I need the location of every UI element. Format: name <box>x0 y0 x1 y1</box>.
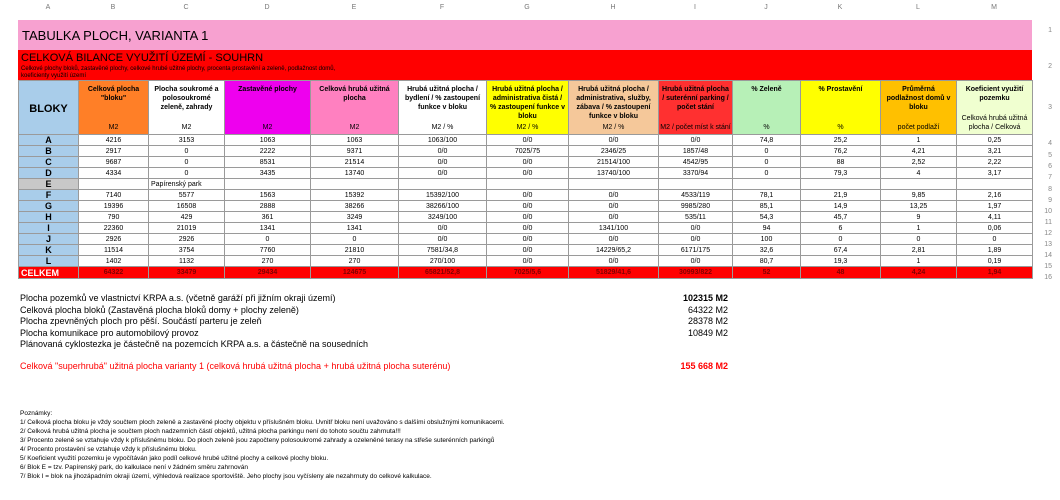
table-header-row <box>19 81 1033 135</box>
table-cell[interactable]: 74,8 <box>733 135 801 146</box>
table-cell[interactable]: 9985/280 <box>659 201 733 212</box>
table-cell[interactable]: 4,21 <box>881 146 957 157</box>
table-cell[interactable]: 4,11 <box>957 212 1033 223</box>
table-cell[interactable]: 0/0 <box>659 256 733 267</box>
table-cell[interactable]: 13,25 <box>881 201 957 212</box>
table-row <box>19 168 1033 179</box>
table-cell[interactable]: 3,17 <box>957 168 1033 179</box>
table-row <box>19 245 1033 256</box>
table-cell[interactable]: 0 <box>311 234 399 245</box>
table-cell[interactable]: 0/0 <box>399 157 487 168</box>
column-letter[interactable]: L <box>916 4 920 11</box>
table-cell[interactable]: 3,21 <box>957 146 1033 157</box>
table-cell[interactable]: 7760 <box>225 245 311 256</box>
table-cell[interactable]: 38266/100 <box>399 201 487 212</box>
table-cell[interactable]: 7140 <box>79 190 149 201</box>
table-cell[interactable]: 2888 <box>225 201 311 212</box>
table-cell[interactable]: 0/0 <box>659 135 733 146</box>
table-cell[interactable]: 6 <box>801 223 881 234</box>
table-cell[interactable]: 0/0 <box>659 234 733 245</box>
column-header-unit: počet podlaží <box>897 124 940 131</box>
column-header[interactable] <box>659 81 733 135</box>
table-cell[interactable]: 7581/34,8 <box>399 245 487 256</box>
table-cell[interactable]: 88 <box>801 157 881 168</box>
column-header[interactable] <box>801 81 881 135</box>
column-header[interactable] <box>399 81 487 135</box>
table-cell[interactable]: 429 <box>149 212 225 223</box>
table-cell[interactable]: 79,3 <box>801 168 881 179</box>
table-cell[interactable]: 9 <box>881 212 957 223</box>
column-letter[interactable]: M <box>991 4 997 11</box>
table-cell[interactable]: 2926 <box>149 234 225 245</box>
column-header-label: Celková hrubá užitná plocha <box>319 86 390 102</box>
table-cell[interactable]: 270 <box>311 256 399 267</box>
table-cell[interactable]: 5577 <box>149 190 225 201</box>
summary-label: Plánovaná cyklostezka je částečně na pozemcích KRPA a.s. a částečně na sousedních <box>20 339 369 349</box>
summary-value: 28378 M2 <box>687 316 728 326</box>
column-letter[interactable]: I <box>694 4 696 11</box>
column-letter[interactable]: J <box>764 4 768 11</box>
column-header[interactable] <box>311 81 399 135</box>
table-cell[interactable]: 9371 <box>311 146 399 157</box>
table-row <box>19 256 1033 267</box>
table-cell[interactable]: 21019 <box>149 223 225 234</box>
table-cell[interactable]: 1341 <box>225 223 311 234</box>
block-id-cell[interactable]: B <box>19 146 79 157</box>
column-header-label: Hrubá užitná plocha / administrativa čistá / % zastoupení funkce v bloku <box>489 86 566 120</box>
table-cell[interactable]: 0/0 <box>399 223 487 234</box>
table-cell[interactable]: 1063/100 <box>399 135 487 146</box>
column-header-label: Průměrná podlažnost domů v bloku <box>886 86 951 111</box>
table-cell[interactable]: 76,2 <box>801 146 881 157</box>
row-number[interactable]: 5 <box>1048 152 1052 159</box>
column-letter[interactable]: G <box>524 4 530 11</box>
table-cell[interactable]: 15392/100 <box>399 190 487 201</box>
table-cell[interactable]: 19,3 <box>801 256 881 267</box>
notes-section <box>20 409 505 481</box>
column-header-unit: % <box>763 124 770 131</box>
row-number[interactable]: 8 <box>1048 186 1052 193</box>
table-cell[interactable] <box>79 179 149 190</box>
table-cell[interactable]: 7025/5,6 <box>487 267 569 279</box>
table-cell[interactable]: 1,89 <box>957 245 1033 256</box>
table-cell[interactable]: 2,16 <box>957 190 1033 201</box>
table-cell[interactable]: 11514 <box>79 245 149 256</box>
summary-label: Celková plocha bloků (Zastavěná plocha bloků domy + plochy zeleně) <box>20 304 299 315</box>
column-letter[interactable]: E <box>351 4 357 11</box>
sheet-title: TABULKA PLOCH, VARIANTA 1 <box>18 20 1032 50</box>
block-id-cell[interactable]: J <box>19 234 79 245</box>
table-cell[interactable]: 0 <box>733 168 801 179</box>
column-header-unit: M2 <box>181 124 192 131</box>
column-letter[interactable]: B <box>110 4 116 11</box>
table-cell[interactable]: 0/0 <box>487 135 569 146</box>
table-cell[interactable]: 1,97 <box>957 201 1033 212</box>
block-id-cell[interactable]: H <box>19 212 79 223</box>
table-cell[interactable]: 3153 <box>149 135 225 146</box>
table-cell[interactable]: 21514 <box>311 157 399 168</box>
table-cell[interactable]: 1341/100 <box>569 223 659 234</box>
row-number[interactable]: 10 <box>1044 208 1052 215</box>
summary-label: Plocha pozemků ve vlastnictví KRPA a.s. (včetně garáží při jižním okraji území) <box>20 293 336 303</box>
column-header-unit: M2 / % <box>431 124 454 131</box>
table-cell[interactable]: 29434 <box>225 267 311 279</box>
table-cell[interactable]: 9,85 <box>881 190 957 201</box>
table-cell[interactable]: 94 <box>733 223 801 234</box>
table-cell[interactable]: 2917 <box>79 146 149 157</box>
block-id-cell[interactable]: A <box>19 135 79 146</box>
table-cell[interactable]: 2,52 <box>881 157 957 168</box>
table-cell[interactable]: 4,24 <box>881 267 957 279</box>
table-cell[interactable] <box>487 179 569 190</box>
bloky-header[interactable]: BLOKY <box>19 81 79 135</box>
column-letter[interactable]: H <box>610 4 616 11</box>
table-cell[interactable]: 19396 <box>79 201 149 212</box>
table-cell[interactable]: 1 <box>881 223 957 234</box>
column-header[interactable] <box>569 81 659 135</box>
table-cell[interactable]: 1132 <box>149 256 225 267</box>
table-cell[interactable]: 0 <box>881 234 957 245</box>
table-cell[interactable]: 270 <box>225 256 311 267</box>
table-cell[interactable]: 535/11 <box>659 212 733 223</box>
table-cell[interactable]: 64322 <box>79 267 149 279</box>
note-line: Poznámky: <box>20 410 53 417</box>
table-cell[interactable]: 85,1 <box>733 201 801 212</box>
table-cell[interactable]: 1857/48 <box>659 146 733 157</box>
table-cell[interactable]: 1341 <box>311 223 399 234</box>
note-line: 6/ Blok E = tzv. Papírenský park, do kalkulace není v žádném směru zahrnován <box>20 464 249 471</box>
row-number[interactable]: 6 <box>1048 163 1052 170</box>
table-cell[interactable]: 33479 <box>149 267 225 279</box>
summary-value: 10849 M2 <box>687 327 728 338</box>
table-cell[interactable]: 32,6 <box>733 245 801 256</box>
table-cell[interactable]: 0 <box>733 157 801 168</box>
column-header-unit: M2 / počet míst k stání <box>660 124 731 131</box>
note-line: 2/ Celková hrubá užitná plocha je součtem ploch nadzemních částí objektů, užitná plocha parkingu není do tohoto součtu zahrnuta!!! <box>20 428 401 435</box>
column-letter[interactable]: F <box>439 4 445 11</box>
table-cell[interactable]: 0/0 <box>487 223 569 234</box>
table-cell[interactable]: 270/100 <box>399 256 487 267</box>
table-cell[interactable]: 0/0 <box>569 135 659 146</box>
column-header-label: Koeficient využití pozemku <box>965 86 1024 102</box>
table-row <box>19 190 1033 201</box>
column-header-unit: % <box>837 124 844 131</box>
table-cell[interactable]: 4216 <box>79 135 149 146</box>
column-header-label: Celková plocha "bloku" <box>87 86 140 102</box>
table-row <box>19 223 1033 234</box>
table-cell[interactable]: 1402 <box>79 256 149 267</box>
table-cell[interactable] <box>399 179 487 190</box>
table-cell[interactable]: 2222 <box>225 146 311 157</box>
table-cell[interactable]: 0,06 <box>957 223 1033 234</box>
column-header-label: Plocha soukromé a polosoukromé zeleně, zahrady <box>154 86 219 111</box>
table-cell[interactable]: 0 <box>733 146 801 157</box>
table-cell[interactable] <box>311 179 399 190</box>
table-cell[interactable]: 0/0 <box>487 168 569 179</box>
table-cell[interactable]: 0/0 <box>569 256 659 267</box>
table-cell[interactable]: 13740/100 <box>569 168 659 179</box>
table-cell[interactable]: 1 <box>881 135 957 146</box>
table-cell[interactable]: 8531 <box>225 157 311 168</box>
column-header-unit: M2 <box>262 124 273 131</box>
table-cell[interactable]: 9687 <box>79 157 149 168</box>
row-number[interactable]: 14 <box>1044 252 1052 259</box>
column-header[interactable] <box>79 81 149 135</box>
table-cell[interactable]: 3370/94 <box>659 168 733 179</box>
table-cell[interactable]: 30993/822 <box>659 267 733 279</box>
column-header-label: Hrubá užitná plocha / suterénní parking / počet stání <box>662 86 729 111</box>
block-id-cell[interactable]: F <box>19 190 79 201</box>
table-cell[interactable]: 0,25 <box>957 135 1033 146</box>
table-cell[interactable]: 0 <box>225 234 311 245</box>
column-letter[interactable]: D <box>264 4 270 11</box>
table-cell[interactable]: 0 <box>957 234 1033 245</box>
table-cell[interactable]: 45,7 <box>801 212 881 223</box>
table-cell[interactable]: 1 <box>881 256 957 267</box>
table-cell[interactable]: 0/0 <box>487 201 569 212</box>
table-cell[interactable] <box>957 179 1033 190</box>
table-cell[interactable]: 14229/65,2 <box>569 245 659 256</box>
table-cell[interactable]: 0/0 <box>399 234 487 245</box>
row-number[interactable]: 12 <box>1044 230 1052 237</box>
table-cell[interactable]: 3435 <box>225 168 311 179</box>
table-cell[interactable] <box>733 179 801 190</box>
table-cell[interactable] <box>569 179 659 190</box>
table-cell[interactable]: 7025/75 <box>487 146 569 157</box>
row-number[interactable]: 1 <box>1048 27 1052 34</box>
band-heading: CELKOVÁ BILANCE VYUŽITÍ ÚZEMÍ - SOUHRN <box>21 52 264 64</box>
column-header-unit: M2 / % <box>602 124 625 131</box>
column-header[interactable] <box>149 81 225 135</box>
block-id-cell[interactable]: K <box>19 245 79 256</box>
column-header[interactable] <box>225 81 311 135</box>
table-cell[interactable]: 21514/100 <box>569 157 659 168</box>
column-header-unit: M2 <box>349 124 360 131</box>
table-cell[interactable]: 78,1 <box>733 190 801 201</box>
block-id-cell[interactable]: D <box>19 168 79 179</box>
note-line: 3/ Procento zeleně se vztahuje vždy k příslušnému bloku. Do ploch zeleně jsou započteny polosoukromé zahrady a ozeleněné terasy na střeše suterénních parkingů <box>20 437 495 444</box>
summary-value: 64322 M2 <box>687 304 728 315</box>
summary-label: Plocha zpevněných ploch pro pěší. Součástí parteru je zeleň <box>20 316 262 326</box>
table-cell[interactable]: 14,9 <box>801 201 881 212</box>
table-cell[interactable]: 4 <box>881 168 957 179</box>
table-cell[interactable]: 0/0 <box>487 190 569 201</box>
table-cell[interactable]: 22360 <box>79 223 149 234</box>
column-header-label: % Zeleně <box>751 86 782 93</box>
table-cell[interactable]: 124675 <box>311 267 399 279</box>
row-number[interactable]: 3 <box>1048 104 1052 111</box>
table-cell[interactable] <box>801 179 881 190</box>
table-row <box>19 234 1033 245</box>
table-cell[interactable]: 48 <box>801 267 881 279</box>
table-cell[interactable]: 361 <box>225 212 311 223</box>
column-letter[interactable]: K <box>837 4 843 11</box>
table-cell[interactable]: 38266 <box>311 201 399 212</box>
table-cell[interactable]: 0/0 <box>569 212 659 223</box>
table-cell[interactable]: 2,81 <box>881 245 957 256</box>
row-number[interactable]: 7 <box>1048 174 1052 181</box>
table-cell[interactable]: 3249/100 <box>399 212 487 223</box>
table-row <box>19 212 1033 223</box>
table-cell[interactable]: 80,7 <box>733 256 801 267</box>
table-cell[interactable]: 4542/95 <box>659 157 733 168</box>
column-header-unit: Celková hrubá užitná plocha / Celková <box>961 115 1028 131</box>
block-id-cell[interactable]: G <box>19 201 79 212</box>
note-line: 1/ Celková plocha bloku je vždy součtem ploch zeleně a zastavěné plochy objektu v příslušném bloku. Uvnitř bloku není uvažováno s dalšími obslužnými komunikacemi. <box>20 419 505 426</box>
table-cell[interactable]: 2926 <box>79 234 149 245</box>
table-cell[interactable]: 0/0 <box>487 256 569 267</box>
block-id-cell[interactable]: CELKEM <box>19 267 79 279</box>
row-number[interactable]: 2 <box>1048 63 1052 70</box>
row-number[interactable]: 11 <box>1044 219 1052 226</box>
table-cell[interactable]: 21,9 <box>801 190 881 201</box>
table-cell[interactable]: 1563 <box>225 190 311 201</box>
table-cell[interactable]: 0/0 <box>569 190 659 201</box>
table-cell[interactable]: 0,19 <box>957 256 1033 267</box>
row-number[interactable]: 16 <box>1044 274 1052 281</box>
table-cell[interactable]: 25,2 <box>801 135 881 146</box>
column-header-label: Zastavěné plochy <box>238 86 297 93</box>
table-cell[interactable]: 0 <box>149 157 225 168</box>
column-header[interactable] <box>487 81 569 135</box>
table-cell[interactable]: 0/0 <box>487 212 569 223</box>
table-row <box>19 135 1033 146</box>
block-id-cell[interactable]: E <box>19 179 79 190</box>
column-header[interactable] <box>957 81 1033 135</box>
block-id-cell[interactable]: L <box>19 256 79 267</box>
table-cell[interactable]: 0/0 <box>659 223 733 234</box>
column-header-label: Hrubá užitná plocha / bydlení / % zastoupení funkce v bloku <box>404 86 481 111</box>
column-letter[interactable]: C <box>183 4 189 11</box>
table-cell[interactable]: 790 <box>79 212 149 223</box>
table-cell[interactable]: 1063 <box>311 135 399 146</box>
table-cell[interactable]: 0/0 <box>487 245 569 256</box>
table-cell[interactable]: 6171/175 <box>659 245 733 256</box>
table-cell[interactable]: 54,3 <box>733 212 801 223</box>
table-cell[interactable] <box>225 179 311 190</box>
table-row <box>19 157 1033 168</box>
table-cell[interactable]: 52 <box>733 267 801 279</box>
table-cell[interactable]: 3249 <box>311 212 399 223</box>
table-row <box>19 201 1033 212</box>
band-subtitle-line-1: Celkové plochy bloků, zastavěné plochy, celkové hrubé užitné plochy, procenta prostavění a zeleně, podlažnost domů, <box>21 66 336 72</box>
table-cell[interactable]: 4334 <box>79 168 149 179</box>
table-cell[interactable]: 16508 <box>149 201 225 212</box>
table-cell[interactable]: Papírenský park <box>149 179 225 190</box>
table-cell[interactable]: 0/0 <box>569 201 659 212</box>
table-cell[interactable]: 3754 <box>149 245 225 256</box>
table-cell[interactable]: 21810 <box>311 245 399 256</box>
total-row <box>19 267 1033 279</box>
column-header-unit: M2 <box>108 124 119 131</box>
column-header[interactable] <box>733 81 801 135</box>
table-cell[interactable]: 65821/52,8 <box>399 267 487 279</box>
table-cell[interactable]: 0/0 <box>569 234 659 245</box>
note-line: 7/ Blok I = blok na jihozápadním okraji území, výhledová realizace sportoviště. Jeho plochy jsou vyčísleny ale nezahrnuty do celkové kalkulace. <box>20 473 432 480</box>
summary-label: Plocha komunikace pro automobilový provoz <box>20 327 199 338</box>
table-row <box>19 146 1033 157</box>
column-header[interactable] <box>881 81 957 135</box>
note-line: 4/ Procento prostavění se vztahuje vždy k příslušnému bloku. <box>20 446 197 453</box>
table-row <box>19 179 1033 190</box>
table-cell[interactable]: 0 <box>801 234 881 245</box>
table-cell[interactable]: 13740 <box>311 168 399 179</box>
table-cell[interactable]: 51829/41,6 <box>569 267 659 279</box>
table-cell[interactable]: 1063 <box>225 135 311 146</box>
row-number[interactable]: 15 <box>1044 263 1052 270</box>
column-header-unit: M2 / % <box>516 124 539 131</box>
row-number[interactable]: 13 <box>1044 241 1052 248</box>
superhruba-label: Celková "superhrubá" užitná plocha varianty 1 (celková hrubá užitná plocha + hrubá užitná plocha suterénu) <box>20 361 451 371</box>
table-cell[interactable]: 2,22 <box>957 157 1033 168</box>
table-cell[interactable]: 0/0 <box>487 234 569 245</box>
table-cell[interactable]: 1,94 <box>957 267 1033 279</box>
band-subtitle-line-2: koeficienty využití území <box>21 73 87 79</box>
table-cell[interactable]: 0/0 <box>487 157 569 168</box>
block-table <box>18 80 1033 279</box>
table-cell[interactable]: 2346/25 <box>569 146 659 157</box>
table-cell[interactable] <box>659 179 733 190</box>
block-id-cell[interactable]: C <box>19 157 79 168</box>
table-cell[interactable]: 100 <box>733 234 801 245</box>
table-cell[interactable]: 0 <box>149 168 225 179</box>
table-cell[interactable]: 0/0 <box>399 168 487 179</box>
column-header-label: Hrubá užitná plocha / administrativa, služby, zábava / % zastoupení funkce v bloku <box>576 86 651 120</box>
table-cell[interactable]: 67,4 <box>801 245 881 256</box>
row-number[interactable]: 9 <box>1048 197 1052 204</box>
block-id-cell[interactable]: I <box>19 223 79 234</box>
row-number[interactable]: 4 <box>1048 140 1052 147</box>
column-letter[interactable]: A <box>45 4 51 11</box>
table-cell[interactable]: 15392 <box>311 190 399 201</box>
table-cell[interactable]: 0 <box>149 146 225 157</box>
table-cell[interactable] <box>881 179 957 190</box>
column-header-label: % Prostavění <box>818 86 863 93</box>
summary-band <box>18 50 1032 80</box>
table-cell[interactable]: 4533/119 <box>659 190 733 201</box>
summary-value: 102315 M2 <box>682 293 728 303</box>
table-cell[interactable]: 0/0 <box>399 146 487 157</box>
note-line: 5/ Koeficient využití pozemku je vypočítáván jako podíl celkové hrubé užitné plochy a celkové plochy bloku. <box>20 455 329 462</box>
superhruba-value: 155 668 M2 <box>680 361 728 371</box>
